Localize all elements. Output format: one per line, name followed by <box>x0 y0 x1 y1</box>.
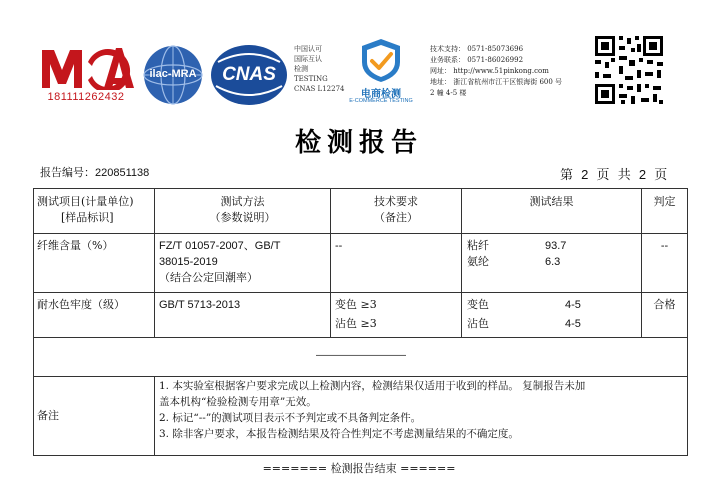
report-end: ======= 检测报告结束 ====== <box>262 462 456 475</box>
ec-title: 电商检测 <box>361 89 401 100</box>
cnas-info-line: 检测 <box>294 65 308 73</box>
cnas-text: CNAS <box>222 64 276 85</box>
header-requirement <box>331 194 461 226</box>
page-indicator <box>560 164 667 183</box>
header-method-line2: （参数说明） <box>209 211 276 224</box>
contact-address: 地址： 浙江省杭州市江干区银海街 600 号 <box>430 78 563 86</box>
qr-code-icon <box>593 34 665 106</box>
page-prefix: 第 <box>560 168 574 183</box>
header-method-line1: 测试方法 <box>220 195 265 208</box>
row1-result-value1: 93.7 <box>545 240 567 252</box>
header-item-line2: [样品标识] <box>61 211 114 224</box>
contact-info <box>430 44 562 99</box>
row1-method-line2: 38015-2019 <box>159 256 218 268</box>
test-results-table <box>33 188 688 456</box>
page-total-word: 共 <box>617 168 631 183</box>
note-1: 1. 本实验室根据客户要求完成以上检测内容，检测结果仅适用于收到的样品。 复制报告未加 <box>159 380 586 392</box>
row2-result-value2: 4-5 <box>565 318 581 330</box>
page-total: 2 <box>638 167 647 182</box>
row1-method-line1: FZ/T 01057-2007、GB/T <box>159 240 281 252</box>
row1-method <box>159 238 329 286</box>
row2-result-value1: 4-5 <box>565 299 581 311</box>
header-method <box>155 194 330 226</box>
note-1-cont: 盖本机构“检验检测专用章”无效。 <box>159 396 317 408</box>
row1-result-value2: 6.3 <box>545 256 561 268</box>
contact-phone-business: 业务联系： 0571-86026992 <box>430 56 524 64</box>
row2-result-name1: 变色 <box>467 298 489 311</box>
cnas-info <box>294 44 344 94</box>
row1-method-line3: （结合公定回潮率） <box>159 271 258 284</box>
notes-label: 备注 <box>37 409 59 422</box>
cma-logo-icon <box>38 44 134 90</box>
header-judgement: 判定 <box>653 195 676 208</box>
row2-requirement2: 沾色 ≥3 <box>335 317 377 330</box>
page-suffix: 页 <box>654 168 668 183</box>
header-requirement-line1: 技术要求 <box>374 195 418 208</box>
row1-item: 纤维含量（%） <box>37 239 114 252</box>
header-item <box>37 194 155 226</box>
row2-judgement: 合格 <box>653 298 676 311</box>
shield-check-icon <box>344 36 418 84</box>
ecommerce-testing-logo <box>344 36 418 106</box>
cnas-info-line: CNAS L12274 <box>294 85 345 93</box>
cma-logo <box>38 44 134 106</box>
report-number-value: 220851138 <box>95 167 150 179</box>
contact-website: 网址： http://www.51pinkong.com <box>430 67 549 75</box>
cnas-info-line: 中国认可 <box>294 45 322 53</box>
row2-result-name2: 沾色 <box>467 317 489 330</box>
ec-subtitle: E-COMMERCE TESTING <box>349 98 413 104</box>
note-3: 3. 除非客户要求，本报告检测结果及符合性判定不考虑测量结果的不确定度。 <box>159 428 519 440</box>
header-item-line1: 测试项目(计量单位) <box>37 195 134 208</box>
ilac-mra-logo <box>140 44 206 106</box>
cnas-info-line: TESTING <box>294 75 328 83</box>
contact-address-2: 2 幢 4-5 楼 <box>430 89 467 97</box>
page-word: 页 <box>596 168 610 183</box>
row2-item: 耐水色牢度（级） <box>37 298 125 311</box>
ilac-text: ilac-MRA <box>149 68 197 80</box>
header-result: 测试结果 <box>529 195 574 208</box>
report-number-label: 报告编号： <box>40 166 95 179</box>
row1-result-name2: 氨纶 <box>467 255 489 268</box>
report-number <box>40 164 149 180</box>
page-title: 检测报告 <box>294 128 423 158</box>
page-current: 2 <box>581 167 589 182</box>
header-requirement-line2: （备注） <box>374 211 418 224</box>
notes-list <box>159 378 685 442</box>
cnas-logo <box>210 44 288 106</box>
note-2: 2. 标记“--”的测试项目表示不予判定或不具备判定条件。 <box>159 412 422 424</box>
blank-marker: —————————— <box>315 350 406 361</box>
row1-result-name1: 粘纤 <box>467 239 489 252</box>
row2-requirement1: 变色 ≥3 <box>335 298 377 311</box>
contact-phone-support: 技术支持： 0571-85073696 <box>430 45 524 53</box>
row1-requirement: -- <box>335 240 343 252</box>
row2-method: GB/T 5713-2013 <box>159 299 241 311</box>
cma-number: 181111262432 <box>47 91 125 103</box>
row1-judgement: -- <box>660 240 669 252</box>
cnas-info-line: 国际互认 <box>294 55 322 63</box>
